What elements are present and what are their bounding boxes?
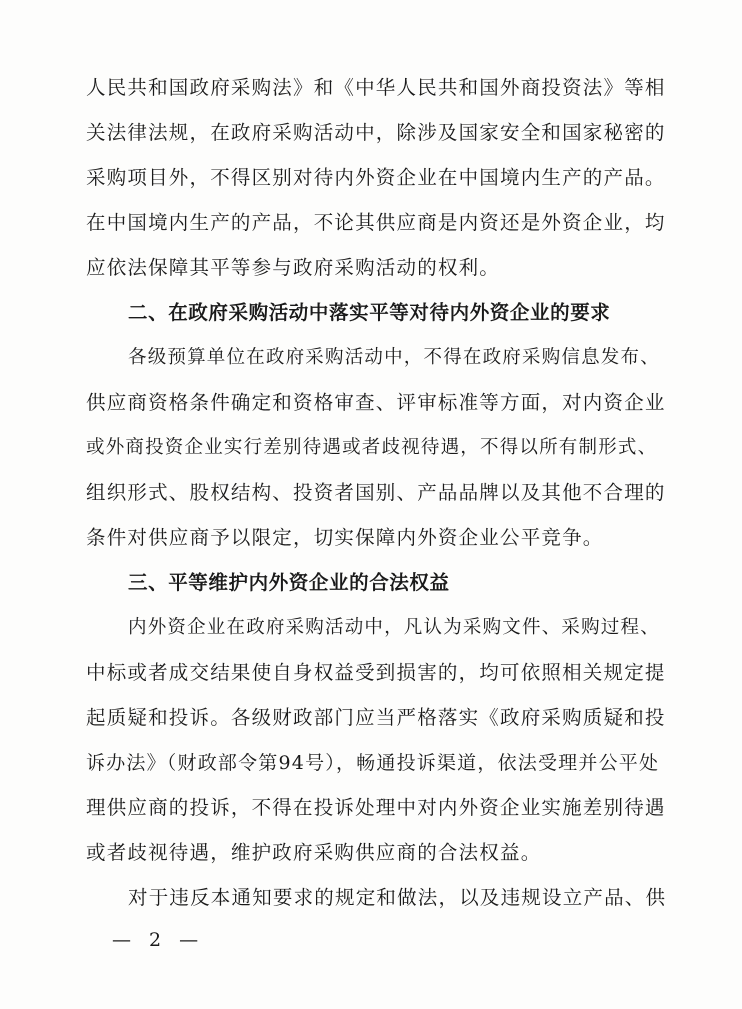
paragraph-first-line: 各级预算单位在政府采购活动中，不得在政府采购信息发布、: [128, 347, 660, 368]
body-line: 诉办法》（财政部令第94号），畅通投诉渠道，依法受理并公平处: [86, 752, 660, 774]
body-line: 应依法保障其平等参与政府采购活动的权利。: [86, 256, 501, 279]
body-line: 中标或者成交结果使自身权益受到损害的，均可依照相关规定提: [86, 661, 666, 684]
body-line: 人民共和国政府采购法》和《中华人民共和国外商投资法》等相: [86, 76, 666, 99]
body-line: 理供应商的投诉，不得在投诉处理中对内外资企业实施差别待遇: [86, 796, 666, 819]
body-line: 或外商投资企业实行差别待遇或者歧视待遇，不得以所有制形式、: [86, 437, 658, 458]
body-line: 关法律法规，在政府采购活动中，除涉及国家安全和国家秘密的: [86, 121, 666, 144]
section-heading: 三、平等维护内外资企业的合法权益: [128, 571, 450, 594]
section-heading: 二、在政府采购活动中落实平等对待内外资企业的要求: [128, 301, 611, 324]
body-line: 或者歧视待遇，维护政府采购供应商的合法权益。: [86, 841, 542, 864]
page-number: — 2 —: [112, 929, 205, 951]
paragraph-first-line: 内外资企业在政府采购活动中，凡认为采购文件、采购过程、: [128, 617, 660, 638]
body-line: 起质疑和投诉。各级财政部门应当严格落实《政府采购质疑和投: [86, 706, 666, 729]
body-line: 组织形式、股权结构、投资者国别、产品品牌以及其他不合理的: [86, 481, 666, 504]
body-line: 条件对供应商予以限定，切实保障内外资企业公平竞争。: [86, 526, 604, 549]
body-line: 供应商资格条件确定和资格审查、评审标准等方面，对内资企业: [86, 391, 666, 414]
body-line: 在中国境内生产的产品，不论其供应商是内资还是外资企业，均: [86, 211, 666, 234]
body-line: 采购项目外，不得区别对待内外资企业在中国境内生产的产品。: [86, 166, 666, 189]
paragraph-first-line: 对于违反本通知要求的规定和做法，以及违规设立产品、供: [128, 886, 667, 909]
